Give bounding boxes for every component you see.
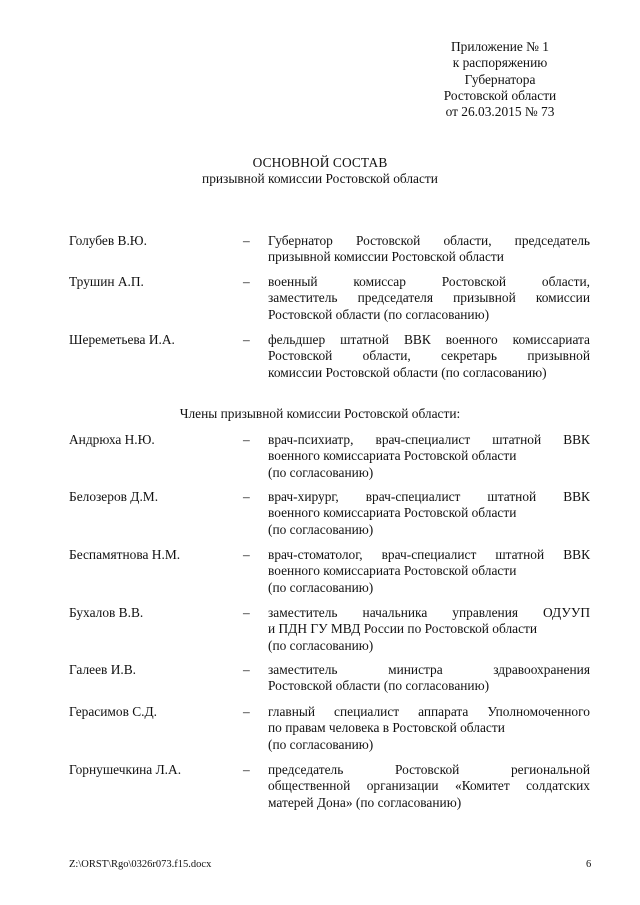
dash: – xyxy=(243,332,250,347)
appendix-line: Ростовской области xyxy=(443,87,557,103)
appendix-line: от 26.03.2015 № 73 xyxy=(445,104,555,120)
footer-file-path: Z:\ORST\Rgo\0326r073.f15.docx xyxy=(69,859,212,870)
dash: – xyxy=(243,762,250,777)
person-position: Губернатор Ростовской области, председатель призывной комиссии Ростовской области xyxy=(268,233,590,265)
person-name: Бухалов В.В. xyxy=(69,605,144,620)
dash: – xyxy=(243,432,250,447)
person-name: Герасимов С.Д. xyxy=(69,704,158,719)
appendix-line: Приложение № 1 xyxy=(450,39,550,54)
person-position: военный комиссар Ростовской области, заместитель председателя призывной комиссии Ростовской области (по согласованию) xyxy=(268,274,590,322)
person-name: Андрюха Н.Ю. xyxy=(69,432,155,447)
dash: – xyxy=(243,274,250,289)
person-name: Галеев И.В. xyxy=(69,662,137,677)
person-name: Беспамятнова Н.М. xyxy=(69,547,181,562)
dash: – xyxy=(243,233,250,248)
dash: – xyxy=(243,704,250,719)
person-name: Горнушечкина Л.А. xyxy=(69,762,182,777)
dash: – xyxy=(243,489,250,504)
person-position: председатель Ростовской региональной общественной организации «Комитет солдатских матерей Дона» (по согласованию) xyxy=(268,762,590,810)
document-subtitle: призывной комиссии Ростовской области xyxy=(202,171,438,187)
members-heading: Члены призывной комиссии Ростовской области: xyxy=(179,406,461,421)
person-name: Трушин А.П. xyxy=(69,274,144,289)
document-title: ОСНОВНОЙ СОСТАВ xyxy=(252,155,388,170)
person-position: фельдшер штатной ВВК военного комиссариата Ростовской области, секретарь призывной комиссии Ростовской области (по согласованию) xyxy=(268,332,590,380)
person-position: главный специалист аппарата Уполномоченного по правам человека в Ростовской области (по согласованию) xyxy=(268,704,590,752)
person-position: заместитель начальника управления ОДУУП и ПДН ГУ МВД России по Ростовской области (по согласованию) xyxy=(268,605,590,653)
appendix-line: Губернатора xyxy=(464,71,536,87)
dash: – xyxy=(243,605,250,620)
dash: – xyxy=(243,547,250,562)
person-position: заместитель министра здравоохранения Ростовской области (по согласованию) xyxy=(268,662,590,694)
person-name: Белозеров Д.М. xyxy=(69,489,159,504)
page-number: 6 xyxy=(586,859,592,870)
appendix-block xyxy=(400,39,600,120)
appendix-line: к распоряжению xyxy=(452,55,548,71)
person-position: врач-хирург, врач-специалист штатной ВВК военного комиссариата Ростовской области (по согласованию) xyxy=(268,489,590,537)
person-name: Голубев В.Ю. xyxy=(69,233,147,248)
person-position: врач-психиатр, врач-специалист штатной ВВК военного комиссариата Ростовской области (по согласованию) xyxy=(268,432,590,480)
person-name: Шереметьева И.А. xyxy=(69,332,175,347)
person-position: врач-стоматолог, врач-специалист штатной ВВК военного комиссариата Ростовской области (по согласованию) xyxy=(268,547,590,595)
dash: – xyxy=(243,662,250,677)
document-heading xyxy=(0,155,640,188)
